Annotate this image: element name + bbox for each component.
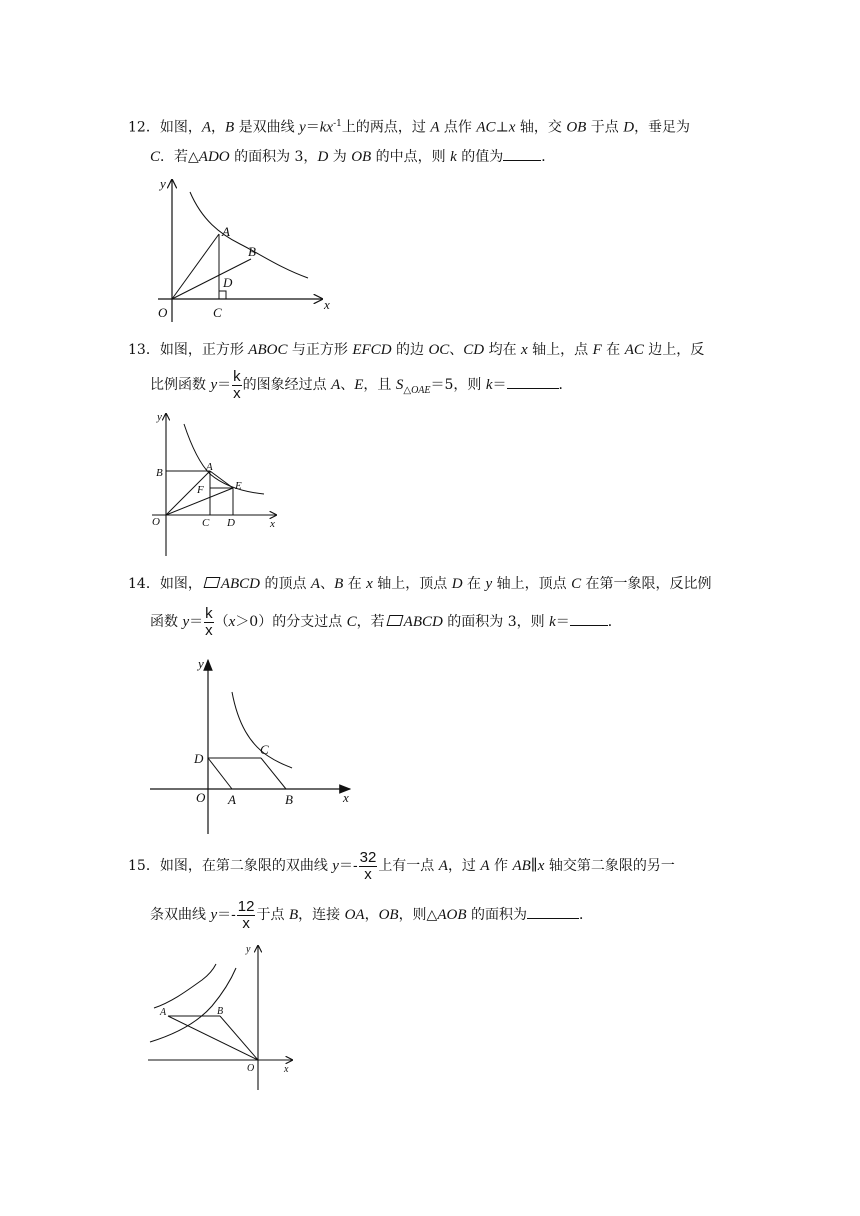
hyperbola-curve: [184, 424, 264, 494]
exponent: -1: [333, 119, 342, 129]
answer-blank: [507, 374, 559, 389]
q14-line1: [128, 574, 712, 594]
text: ，则△: [398, 907, 438, 923]
label-D: D: [227, 517, 235, 529]
label-B: B: [156, 467, 163, 479]
label-D: D: [194, 751, 204, 766]
var: AC: [476, 119, 496, 136]
text: 如图，: [159, 119, 202, 136]
q13-line2: [150, 368, 573, 408]
var: x: [366, 576, 373, 592]
text: 是双曲线: [234, 119, 300, 136]
denominator: x: [364, 865, 372, 883]
text: 的边: [391, 342, 429, 358]
label-y: y: [246, 944, 251, 955]
text: ＝: [338, 858, 353, 874]
label-O: O: [247, 1063, 255, 1074]
label-C: C: [260, 742, 269, 757]
text: 轴上，点: [527, 342, 593, 358]
label-C: C: [202, 517, 210, 529]
label-A: A: [160, 1007, 167, 1018]
q12-line1: [128, 114, 690, 138]
subscript: △OAE: [403, 384, 431, 396]
text: ＝5，则: [430, 377, 486, 393]
label-A: A: [222, 224, 230, 239]
text: ＝: [189, 614, 204, 630]
label-A: A: [228, 792, 236, 807]
var: A: [331, 377, 341, 393]
minus-sign: -: [352, 857, 358, 873]
text: ．: [541, 149, 556, 165]
q13-figure: [148, 408, 283, 560]
q12-line2: [150, 146, 555, 167]
label-C: C: [213, 305, 222, 320]
numerator: 12: [237, 897, 255, 915]
var: OB: [566, 119, 587, 136]
text: 、: [449, 342, 464, 358]
var: k: [485, 377, 493, 393]
fraction-k-over-x: [232, 369, 242, 402]
segment-DA: [208, 758, 232, 789]
var: OB: [378, 907, 399, 923]
var: B: [225, 119, 235, 136]
var: ABCD: [220, 576, 260, 592]
text: 轴，交: [515, 119, 567, 136]
text: 条双曲线: [150, 907, 211, 923]
var: y: [299, 119, 306, 136]
var: F: [592, 342, 602, 358]
text: 、: [340, 377, 355, 393]
q12-figure: [150, 172, 350, 324]
q13-number: 13．: [128, 342, 160, 358]
text: 边上，反: [643, 342, 705, 358]
var: A: [438, 858, 448, 874]
text: 、: [320, 576, 335, 592]
text: ，: [364, 907, 379, 923]
var: EFCD: [352, 342, 392, 358]
text: ⊥: [495, 119, 509, 136]
minus-sign: -: [231, 906, 236, 922]
var: AC: [624, 342, 644, 358]
text: ，连接: [298, 907, 345, 923]
text: 为: [328, 149, 352, 165]
var: C: [150, 149, 161, 165]
text: ．: [607, 614, 622, 630]
var: S: [395, 377, 404, 393]
fraction-k-over-x: [204, 606, 214, 639]
text: ＝: [555, 614, 570, 630]
segment-OA: [172, 234, 219, 299]
text: ＞0）的分支过点: [235, 614, 347, 630]
var: A: [201, 119, 211, 136]
hyperbola-curve: [190, 192, 308, 278]
text: ＝: [305, 119, 320, 136]
q13-line1: [128, 340, 704, 360]
text: 上的两点，过: [341, 119, 431, 136]
text: 的面积为 3，则: [442, 614, 550, 630]
text: ，垂足为: [634, 119, 691, 136]
text: 在: [343, 576, 367, 592]
text: ，: [211, 119, 225, 136]
q14-figure: [146, 652, 356, 837]
parallel-symbol: ∥: [530, 858, 538, 874]
text: 的中点，则: [371, 149, 451, 165]
text: ＝: [492, 377, 507, 393]
var: x: [537, 858, 545, 874]
var: x: [508, 119, 516, 136]
q14-line2: [150, 605, 622, 639]
var: kx: [319, 119, 334, 136]
var: y: [210, 907, 218, 923]
parallelogram-icon: [386, 615, 403, 626]
denominator: x: [233, 384, 241, 402]
var: ABCD: [403, 614, 443, 630]
text: ＝: [217, 907, 232, 923]
var: k: [450, 149, 457, 165]
var: k: [549, 614, 556, 630]
text: 的面积为: [466, 907, 527, 923]
var: OA: [344, 907, 365, 923]
parallelogram-icon: [203, 577, 220, 588]
var: y: [210, 377, 218, 393]
q15-line1: [128, 848, 675, 883]
fraction-32-over-x: [359, 850, 378, 883]
label-x: x: [343, 790, 349, 805]
label-E: E: [235, 480, 242, 492]
text: ．若△: [160, 149, 199, 165]
text: 的顶点: [260, 576, 311, 592]
inner-hyperbola: [154, 964, 216, 1008]
var: OB: [351, 149, 372, 165]
q15-figure: [146, 944, 298, 1094]
text: ＝: [217, 377, 232, 393]
right-angle-mark: [219, 291, 226, 299]
var: B: [334, 576, 344, 592]
text: 作: [489, 858, 513, 874]
text: 上有一点: [378, 858, 439, 874]
text: 在: [601, 342, 625, 358]
text: 点作: [439, 119, 477, 136]
text: 轴上，顶点: [372, 576, 452, 592]
var: x: [228, 614, 236, 630]
text: 如图，: [159, 576, 202, 592]
var: y: [332, 858, 339, 874]
text: 的图象经过点: [242, 377, 332, 393]
var: D: [451, 576, 463, 592]
segment-OA: [168, 1016, 258, 1060]
answer-blank: [503, 146, 541, 161]
var: D: [623, 119, 635, 136]
var: ABOC: [248, 342, 288, 358]
label-B: B: [217, 1006, 224, 1017]
var: CD: [463, 342, 485, 358]
text: ，且: [363, 377, 396, 393]
text: 如图，正方形: [159, 342, 249, 358]
segment-OB: [220, 1016, 258, 1060]
label-F: F: [197, 484, 204, 496]
var: AOB: [437, 907, 467, 923]
text: 的值为: [456, 149, 504, 165]
text: 轴交第二象限的另一: [544, 858, 675, 874]
text: 于点: [256, 907, 289, 923]
var: x: [521, 342, 528, 358]
numerator: k: [233, 367, 241, 385]
segment-CB: [261, 758, 286, 789]
text: ，若: [356, 614, 385, 630]
var: ADO: [198, 149, 230, 165]
text: 在第一象限，反比例: [581, 576, 712, 592]
q14-number: 14．: [128, 576, 160, 592]
label-B: B: [248, 244, 256, 259]
text: ，过: [447, 858, 481, 874]
answer-blank: [570, 611, 608, 626]
label-y: y: [160, 176, 166, 191]
var: y: [182, 614, 190, 630]
answer-blank: [527, 904, 579, 919]
segment-AE: [210, 471, 233, 488]
var: A: [480, 858, 490, 874]
q15-number: 15．: [128, 858, 160, 874]
q15-line2: [150, 897, 593, 932]
text: 在: [462, 576, 486, 592]
label-y: y: [157, 411, 162, 423]
var: C: [571, 576, 582, 592]
numerator: 32: [359, 848, 377, 866]
label-O: O: [196, 790, 206, 805]
text: （: [214, 614, 229, 630]
label-x: x: [284, 1064, 289, 1075]
var: OC: [428, 342, 450, 358]
label-D: D: [223, 275, 233, 290]
var: AB: [512, 858, 531, 874]
var: B: [288, 907, 299, 923]
denominator: x: [205, 621, 213, 639]
text: 如图，在第二象限的双曲线: [159, 858, 333, 874]
text: 均在: [484, 342, 522, 358]
label-x: x: [270, 518, 275, 530]
label-O: O: [158, 305, 168, 320]
numerator: k: [205, 604, 213, 622]
label-A: A: [206, 461, 213, 473]
text: 与正方形: [287, 342, 353, 358]
fraction-12-over-x: [237, 899, 256, 932]
text: 函数: [150, 614, 183, 630]
segment-OB: [172, 259, 251, 299]
q12-number: 12．: [128, 119, 160, 136]
label-B: B: [285, 792, 293, 807]
text: 于点: [586, 119, 624, 136]
var: D: [317, 149, 329, 165]
label-O: O: [152, 516, 160, 528]
var: A: [430, 119, 440, 136]
denominator: x: [242, 914, 250, 932]
var: C: [346, 614, 357, 630]
text: ．: [578, 907, 593, 923]
text: 轴上，顶点: [492, 576, 572, 592]
text: ．: [558, 377, 573, 393]
var: A: [310, 576, 321, 592]
text: 的面积为 3，: [229, 149, 318, 165]
label-y: y: [198, 656, 204, 671]
var: y: [485, 576, 493, 592]
label-x: x: [324, 297, 330, 312]
text: 比例函数: [150, 377, 211, 393]
var: E: [354, 377, 364, 393]
